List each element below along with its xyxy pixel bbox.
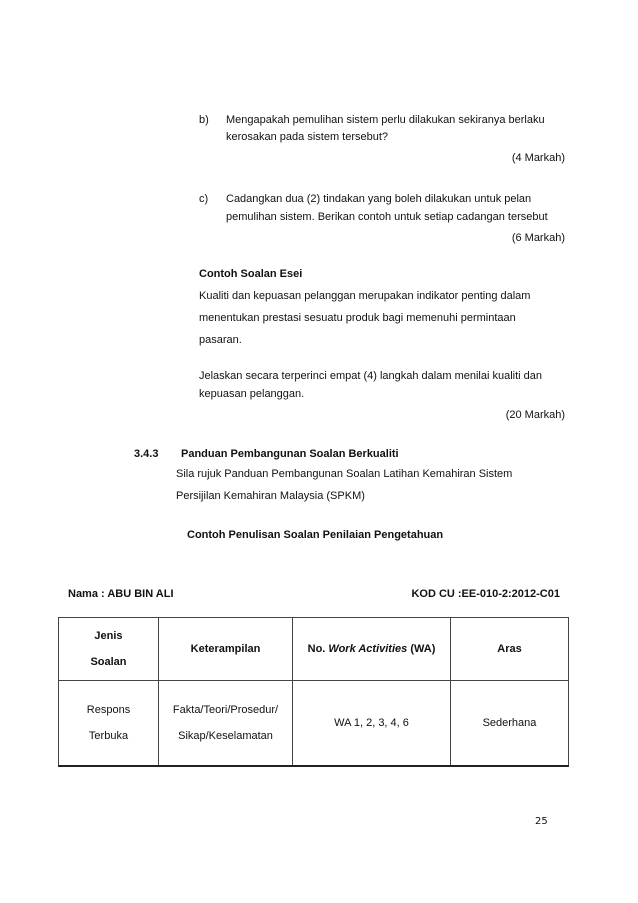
question-c-label: c) (199, 193, 209, 205)
header-keterampilan: Keterampilan (159, 618, 293, 681)
question-b-line2: kerosakan pada sistem tersebut? (226, 131, 389, 143)
header-jenis-line2: Soalan (90, 655, 127, 668)
cell-jenis-line1: Respons (86, 703, 131, 716)
section-title: Panduan Pembangunan Soalan Berkualiti (181, 448, 399, 460)
section-line1: Sila rujuk Panduan Pembangunan Soalan Latihan Kemahiran Sistem (176, 468, 513, 480)
header-work-activities (293, 618, 451, 681)
header-aras: Aras (451, 618, 569, 681)
cell-keterampilan-line1: Fakta/Teori/Prosedur/ (172, 703, 279, 716)
cell-work-activities: WA 1, 2, 3, 4, 6 (293, 680, 451, 766)
essay-marks: (20 Markah) (505, 409, 565, 421)
question-b-label: b) (199, 114, 209, 126)
cell-aras: Sederhana (451, 680, 569, 766)
section-line2: Persijilan Kemahiran Malaysia (SPKM) (176, 490, 365, 502)
header-wa-prefix: No. (307, 642, 329, 655)
essay-p2-line1: Jelaskan secara terperinci empat (4) langkah dalam menilai kualiti dan (199, 370, 543, 382)
essay-heading: Contoh Soalan Esei (199, 268, 303, 280)
page-number: 25 (535, 816, 548, 827)
header-jenis-soalan (59, 618, 159, 681)
question-b-marks: (4 Markah) (511, 152, 565, 164)
essay-p1-line3: pasaran. (199, 334, 242, 346)
cell-jenis-soalan (59, 680, 159, 766)
essay-p2-line2: kepuasan pelanggan. (199, 388, 305, 400)
header-wa-suffix: (WA) (407, 642, 436, 655)
question-c-line1: Cadangkan dua (2) tindakan yang boleh dilakukan untuk pelan (226, 193, 532, 205)
header-wa-italic: Work Activities (328, 642, 408, 655)
header-jenis-line1: Jenis (94, 629, 123, 642)
essay-p1-line2: menentukan prestasi sesuatu produk bagi memenuhi permintaan (199, 312, 516, 324)
question-c-marks: (6 Markah) (511, 232, 565, 244)
cell-keterampilan (159, 680, 293, 766)
cell-keterampilan-line2: Sikap/Keselamatan (178, 729, 273, 742)
question-b-line1: Mengapakah pemulihan sistem perlu dilakukan sekiranya berlaku (226, 114, 545, 126)
section-number: 3.4.3 (134, 448, 159, 460)
unit-code: KOD CU :EE-010-2:2012-C01 (411, 588, 560, 600)
question-c-line2: pemulihan sistem. Berikan contoh untuk setiap cadangan tersebut (226, 211, 548, 223)
essay-p1-line1: Kualiti dan kepuasan pelanggan merupakan indikator penting dalam (199, 290, 531, 302)
student-name: Nama : ABU BIN ALI (68, 588, 174, 600)
example-heading: Contoh Penulisan Soalan Penilaian Pengetahuan (187, 529, 444, 541)
table-row (59, 680, 569, 766)
table-header-row (59, 618, 569, 681)
question-metadata-table (58, 617, 569, 767)
cell-jenis-line2: Terbuka (88, 729, 129, 742)
